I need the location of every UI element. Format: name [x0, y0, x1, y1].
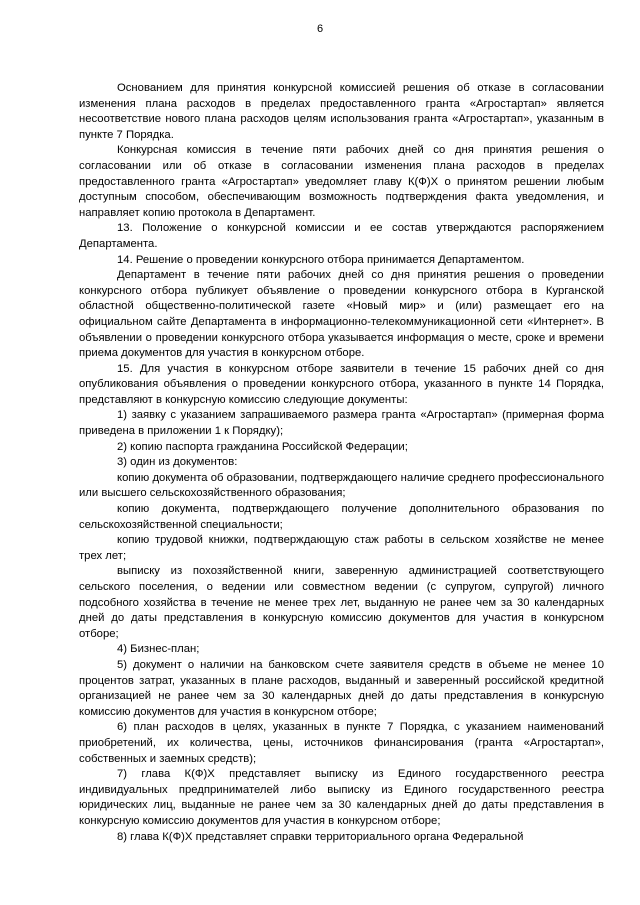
- page-number: 6: [316, 23, 324, 35]
- list-item: 1) заявку с указанием запрашиваемого размера гранта «Агростартап» (примерная форма приведена в приложении 1 к Порядку);: [79, 409, 604, 438]
- list-item: 6) план расходов в целях, указанных в пункте 7 Порядка, с указанием наименований приобретений, их количества, цены, источников финансирования (гранта «Агростартап», собственных и заемных средств);: [79, 721, 604, 765]
- sub-list-item: копию документа об образовании, подтверждающего наличие среднего профессионального или высшего сельскохозяйственного образования;: [79, 471, 604, 500]
- paragraph: 15. Для участия в конкурсном отборе заявители в течение 15 рабочих дней со дня опубликования объявления о проведении конкурсного отбора, указанного в пункте 14 Порядка, представляют в конкурсную комиссию следующие документы:: [79, 362, 604, 406]
- list-item: 8) глава К(Ф)Х представляет справки территориального органа Федеральной: [117, 830, 524, 843]
- paragraph: Департамент в течение пяти рабочих дней со дня принятия решения о проведении конкурсного отбора публикует объявление о проведении конкурсного отбора в Курганской областной общественно-политической газете «Новый мир» и (или) размещает его на официальном сайте Департамента в информационно-телекоммуникационной сети «Интернет». В объявлении о проведении конкурсного отбора указывается информация о месте, сроке и времени приема документов для участия в конкурсном отборе.: [79, 269, 604, 360]
- paragraph: 13. Положение о конкурсной комиссии и ее состав утверждаются распоряжением Департамента.: [79, 222, 604, 250]
- list-item: 5) документ о наличии на банковском счете заявителя средств в объеме не менее 10 процентов затрат, указанных в плане расходов, выданный и заверенный российской кредитной организацией не ранее чем за 30 календарных дней до даты представления в конкурсную комиссию документов для участия в конкурсном отборе;: [79, 658, 604, 718]
- list-item: 7) глава К(Ф)Х представляет выписку из Единого государственного реестра индивидуальных предпринимателей либо выписку из Единого государственного реестра юридических лиц, выданные не ранее чем за 30 календарных дней до даты представления в конкурсную комиссию документов для участия в конкурсном отборе;: [79, 768, 604, 827]
- sub-list-item: копию трудовой книжки, подтверждающую стаж работы в сельском хозяйстве не менее трех лет;: [79, 534, 604, 562]
- list-item: 4) Бизнес-план;: [117, 643, 200, 656]
- sub-list-item: выписку из похозяйственной книги, заверенную администрацией соответствующего сельского поселения, о ведении или совместном ведении (с супругом, супругой) личного подсобного хозяйства в течение не менее трех лет, выданную не ранее чем за 30 календарных дней до даты представления в конкурсную комиссию документов для участия в конкурсном отборе;: [79, 565, 604, 640]
- document-body: [79, 81, 604, 845]
- sub-list-item: копию документа, подтверждающего получение дополнительного образования по сельскохозяйственной специальности;: [79, 503, 604, 531]
- paragraph: Основанием для принятия конкурсной комиссией решения об отказе в согласовании изменения плана расходов в пределах предоставленного гранта «Агростартап» является несоответствие нового плана расходов целям использования гранта «Агростартап», указанным в пункте 7 Порядка.: [79, 82, 604, 141]
- list-item: 3) один из документов:: [117, 456, 238, 469]
- paragraph: Конкурсная комиссия в течение пяти рабочих дней со дня принятия решения о согласовании или об отказе в согласовании изменения плана расходов в пределах предоставленного гранта «Агростартап» уведомляет главу К(Ф)Х о принятом решении любым доступным способом, обеспечивающим возможность подтверждения факта уведомления, и направляет копию протокола в Департамент.: [79, 144, 604, 219]
- list-item: 2) копию паспорта гражданина Российской Федерации;: [117, 440, 408, 453]
- paragraph: 14. Решение о проведении конкурсного отбора принимается Департаментом.: [117, 253, 525, 266]
